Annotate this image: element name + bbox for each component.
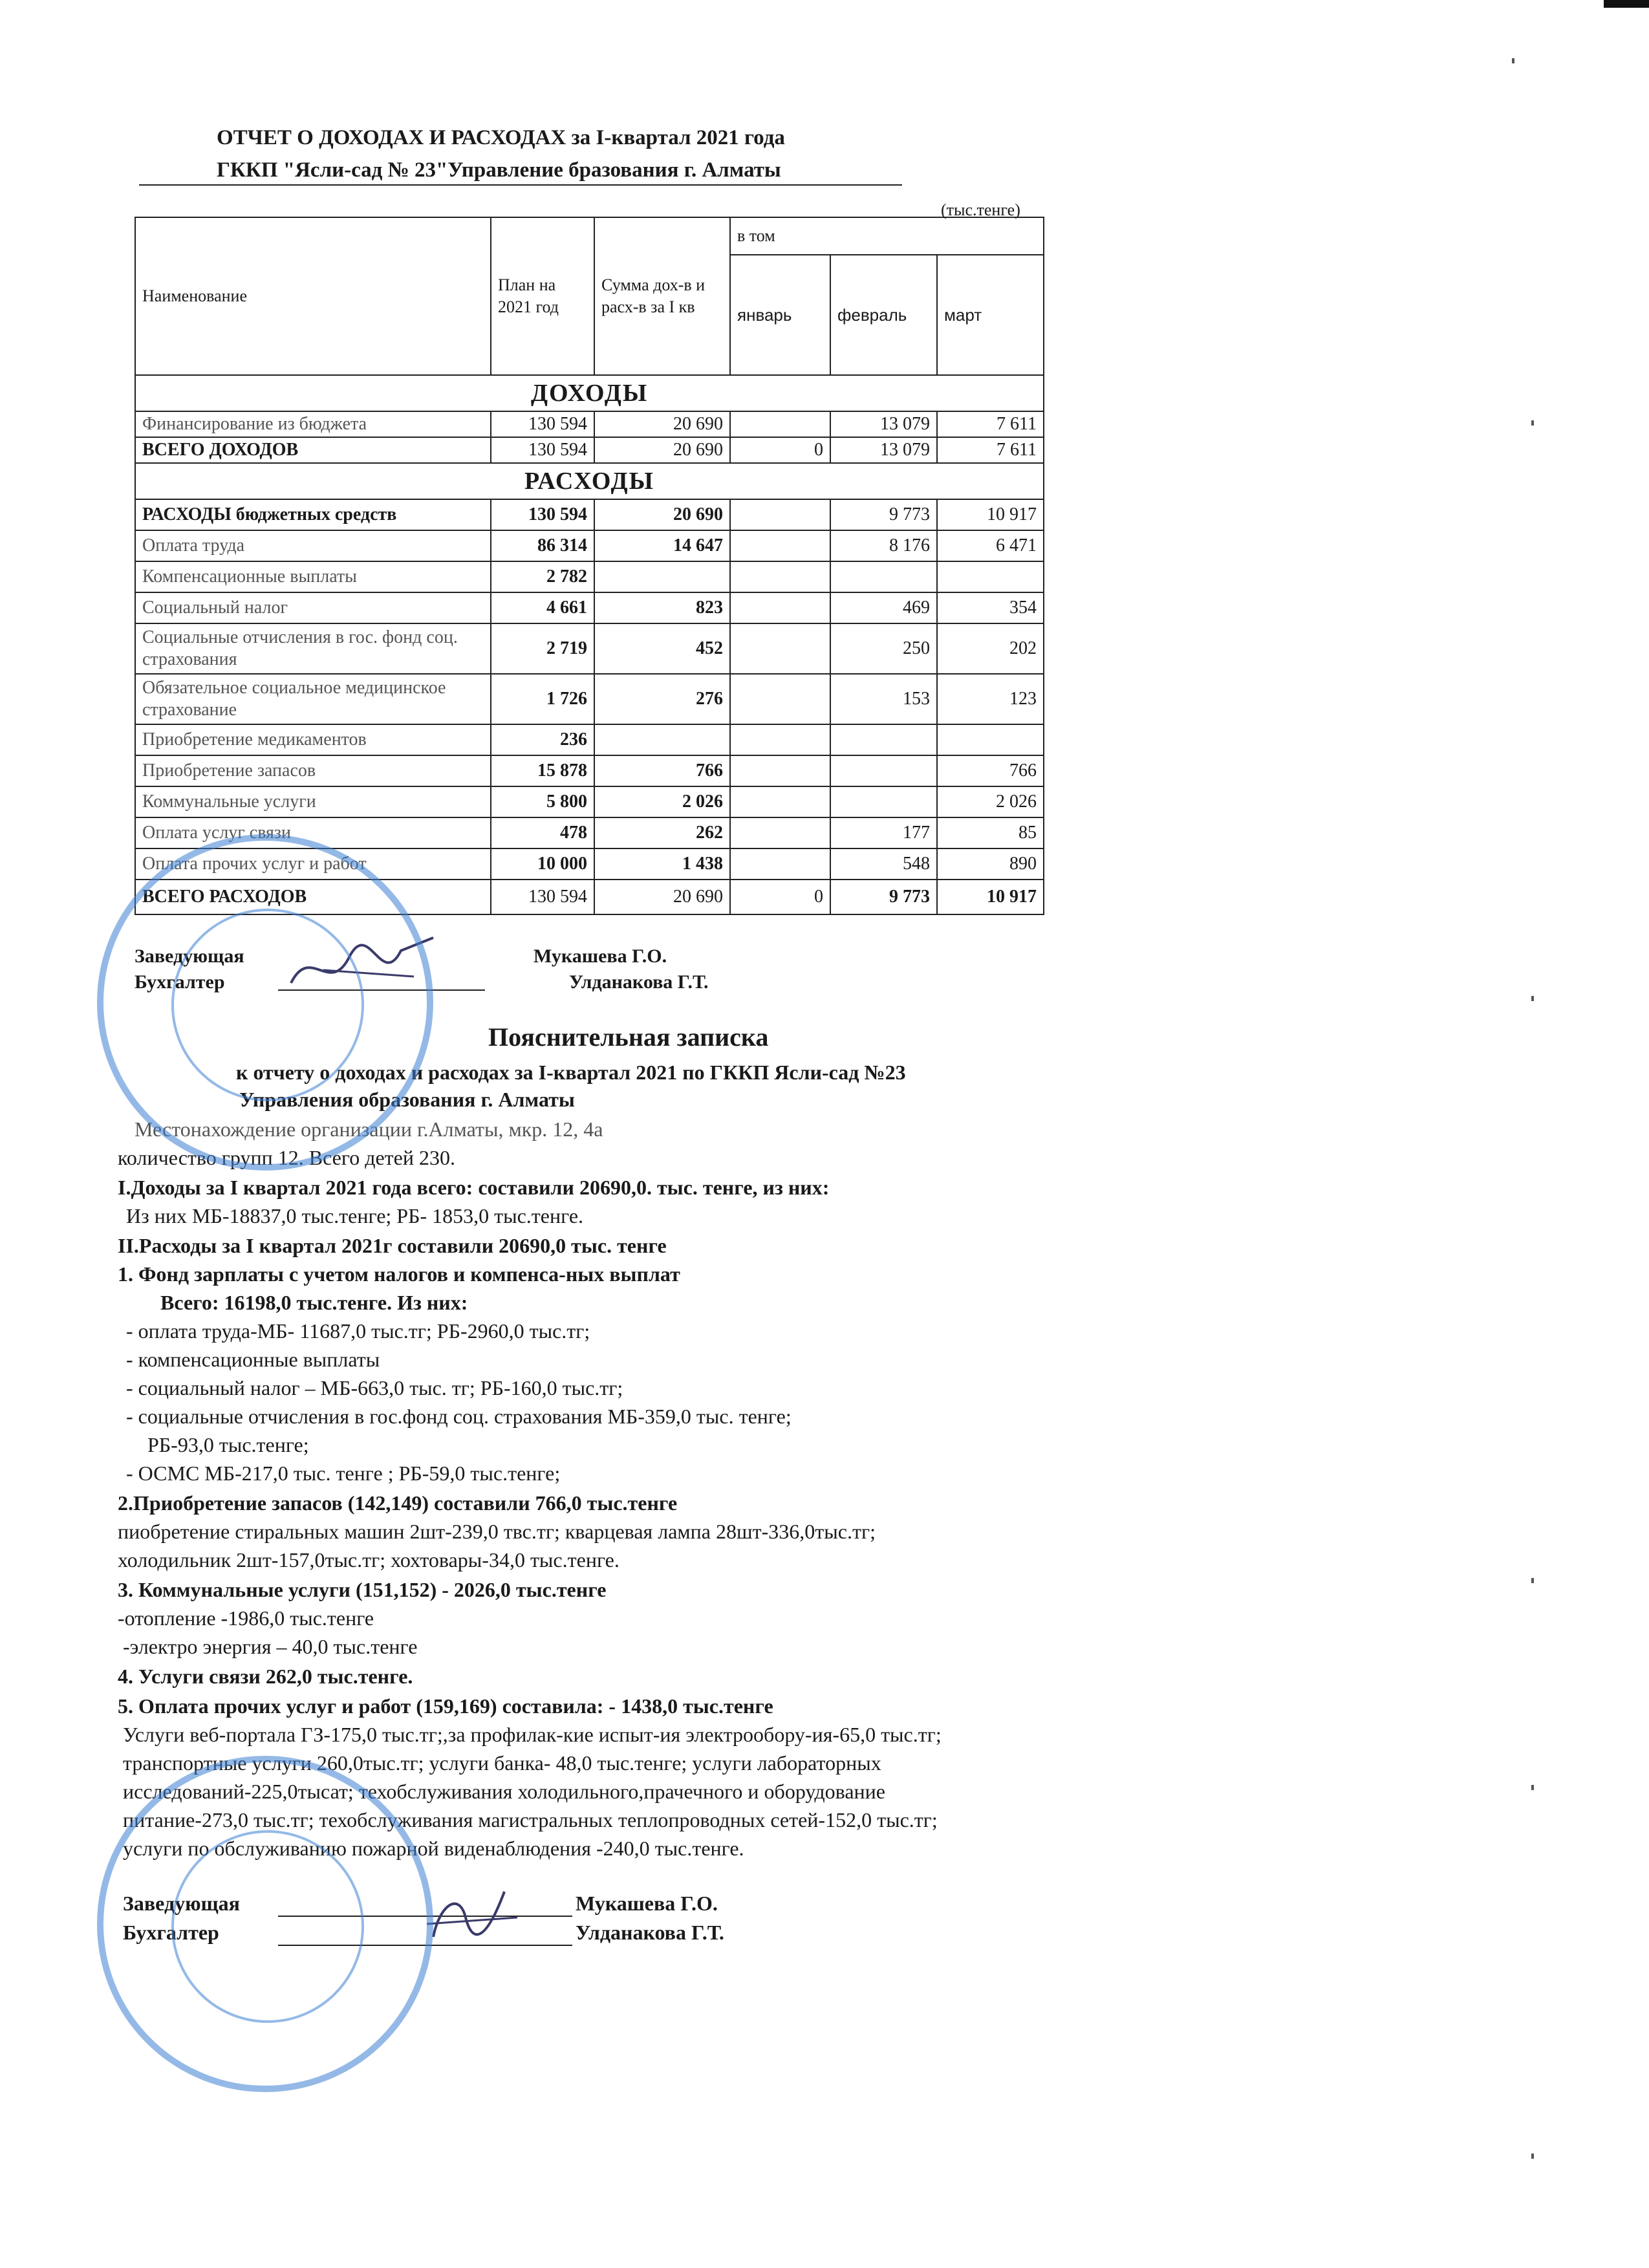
row-sum: 20 690 <box>594 437 730 463</box>
stamp-top-inner <box>171 909 364 1101</box>
note-line: РБ-93,0 тыс.тенге; <box>147 1433 309 1456</box>
row-jan <box>730 755 830 786</box>
row-feb <box>830 786 937 817</box>
scan-edge-mark <box>1604 0 1649 8</box>
row-sum: 2 026 <box>594 786 730 817</box>
note-line: транспортные услуги 260,0тыс.тг; услуги банка- 48,0 тыс.тенге; услуги лабораторных <box>123 1751 881 1775</box>
row-jan <box>730 724 830 755</box>
note-line: -электро энергия – 40,0 тыс.тенге <box>123 1635 418 1658</box>
row-jan <box>730 561 830 592</box>
sig-top-acc-name: Улданакова Г.Т. <box>569 971 709 993</box>
row-name: Социальный налог <box>135 592 491 623</box>
row-name: Социальные отчисления в гос. фонд соц. страхования <box>135 623 491 674</box>
row-mar <box>937 724 1044 755</box>
note-line: Из них МБ-18837,0 тыс.тенге; РБ- 1853,0 тыс.тенге. <box>126 1204 584 1227</box>
note-line: холодильник 2шт-157,0тыс.тг; хохтовары-34,0 тыс.тенге. <box>118 1548 620 1571</box>
row-plan: 478 <box>491 817 594 848</box>
row-jan <box>730 411 830 437</box>
row-feb: 153 <box>830 674 937 724</box>
row-feb: 13 079 <box>830 437 937 463</box>
table-row <box>135 411 1044 437</box>
header-incl: в том <box>730 217 1044 255</box>
row-plan: 130 594 <box>491 880 594 914</box>
table-row <box>135 437 1044 463</box>
row-plan: 130 594 <box>491 499 594 530</box>
row-plan: 2 782 <box>491 561 594 592</box>
row-feb <box>830 561 937 592</box>
header-name: Наименование <box>135 217 491 375</box>
row-jan <box>730 786 830 817</box>
row-jan <box>730 592 830 623</box>
income-section-title: ДОХОДЫ <box>135 375 1044 411</box>
scan-speck <box>1512 58 1514 63</box>
note-line: 4. Услуги связи 262,0 тыс.тенге. <box>118 1665 413 1688</box>
note-title: Пояснительная записка <box>488 1022 769 1052</box>
note-line: I.Доходы за I квартал 2021 года всего: составили 20690,0. тыс. тенге, из них: <box>118 1176 830 1199</box>
row-plan: 130 594 <box>491 411 594 437</box>
note-line: 5. Оплата прочих услуг и работ (159,169) составила: - 1438,0 тыс.тенге <box>118 1694 773 1718</box>
row-name: Обязательное социальное медицинское страхование <box>135 674 491 724</box>
header-jan: январь <box>730 255 830 375</box>
row-feb: 469 <box>830 592 937 623</box>
note-line: количество групп 12. Всего детей 230. <box>118 1146 455 1169</box>
header-plan: План на 2021 год <box>491 217 594 375</box>
note-line: - оплата труда-МБ- 11687,0 тыс.тг; РБ-2960,0 тыс.тг; <box>126 1319 590 1343</box>
sig-top-acc-label: Бухгалтер <box>135 971 225 993</box>
sig-top-head-name: Мукашева Г.О. <box>534 945 667 967</box>
scan-speck <box>1531 996 1534 1001</box>
row-mar: 2 026 <box>937 786 1044 817</box>
row-plan: 236 <box>491 724 594 755</box>
note-line: Услуги веб-портала ГЗ-175,0 тыс.тг;,за профилак-кие испыт-ия электрообору-ия-65,0 тыс.тг; <box>123 1723 942 1746</box>
row-mar: 85 <box>937 817 1044 848</box>
row-jan <box>730 623 830 674</box>
expense-section-title: РАСХОДЫ <box>135 463 1044 499</box>
row-sum: 276 <box>594 674 730 724</box>
note-line: -отопление -1986,0 тыс.тенге <box>118 1606 374 1630</box>
row-name: ВСЕГО ДОХОДОВ <box>135 437 491 463</box>
row-mar: 7 611 <box>937 437 1044 463</box>
row-sum: 766 <box>594 755 730 786</box>
table-row <box>135 561 1044 592</box>
row-jan <box>730 530 830 561</box>
row-sum: 452 <box>594 623 730 674</box>
row-plan: 15 878 <box>491 755 594 786</box>
note-subtitle1: к отчету о доходах и расходах за I-квартал 2021 по ГККП Ясли-сад №23 <box>236 1061 906 1084</box>
sig-bottom-acc-name: Улданакова Г.Т. <box>576 1921 724 1944</box>
note-line: 3. Коммунальные услуги (151,152) - 2026,0 тыс.тенге <box>118 1578 607 1601</box>
row-name: Оплата прочих услуг и работ <box>135 848 491 880</box>
row-plan: 5 800 <box>491 786 594 817</box>
scan-speck <box>1531 1785 1534 1790</box>
row-feb: 8 176 <box>830 530 937 561</box>
note-line: пиобретение стиральных машин 2шт-239,0 твс.тг; кварцевая лампа 28шт-336,0тыс.тг; <box>118 1520 876 1543</box>
table-row <box>135 755 1044 786</box>
note-line: - ОСМС МБ-217,0 тыс. тенге ; РБ-59,0 тыс.тенге; <box>126 1462 561 1485</box>
row-mar: 766 <box>937 755 1044 786</box>
row-sum: 20 690 <box>594 499 730 530</box>
note-line: - компенсационные выплаты <box>126 1348 380 1371</box>
row-jan <box>730 499 830 530</box>
row-feb: 177 <box>830 817 937 848</box>
sig-top-head-label: Заведующая <box>135 945 244 967</box>
header-mar: март <box>937 255 1044 375</box>
table-row <box>135 499 1044 530</box>
sig-bottom-head-label: Заведующая <box>123 1892 240 1915</box>
row-sum: 14 647 <box>594 530 730 561</box>
row-plan: 10 000 <box>491 848 594 880</box>
row-name: Финансирование из бюджета <box>135 411 491 437</box>
row-mar: 10 917 <box>937 499 1044 530</box>
row-plan: 4 661 <box>491 592 594 623</box>
row-mar: 890 <box>937 848 1044 880</box>
row-name: Компенсационные выплаты <box>135 561 491 592</box>
row-feb: 250 <box>830 623 937 674</box>
sig-bottom-acc-label: Бухгалтер <box>123 1921 219 1944</box>
row-name: РАСХОДЫ бюджетных средств <box>135 499 491 530</box>
table-row <box>135 674 1044 724</box>
scan-speck <box>1531 2154 1534 2159</box>
row-sum <box>594 561 730 592</box>
row-feb: 9 773 <box>830 880 937 914</box>
row-mar: 354 <box>937 592 1044 623</box>
note-line: 2.Приобретение запасов (142,149) составили 766,0 тыс.тенге <box>118 1491 678 1515</box>
report-table <box>135 217 1044 915</box>
row-jan: 0 <box>730 880 830 914</box>
row-jan <box>730 674 830 724</box>
row-feb <box>830 755 937 786</box>
table-row <box>135 786 1044 817</box>
row-sum <box>594 724 730 755</box>
row-mar: 202 <box>937 623 1044 674</box>
sig-bottom-head-name: Мукашева Г.О. <box>576 1892 718 1915</box>
row-mar: 7 611 <box>937 411 1044 437</box>
note-subtitle2: Управления образования г. Алматы <box>239 1088 575 1111</box>
row-jan <box>730 817 830 848</box>
row-sum: 20 690 <box>594 880 730 914</box>
scan-speck <box>1531 1578 1534 1583</box>
row-name: Оплата труда <box>135 530 491 561</box>
row-mar: 10 917 <box>937 880 1044 914</box>
row-jan: 0 <box>730 437 830 463</box>
row-plan: 86 314 <box>491 530 594 561</box>
row-sum: 262 <box>594 817 730 848</box>
header-feb: февраль <box>830 255 937 375</box>
stamp-bottom-inner <box>171 1830 364 2023</box>
row-feb: 13 079 <box>830 411 937 437</box>
report-title-line2: ГККП "Ясли-сад № 23"Управление бразования г. Алматы <box>217 158 781 182</box>
row-name: Коммунальные услуги <box>135 786 491 817</box>
row-feb: 9 773 <box>830 499 937 530</box>
row-plan: 130 594 <box>491 437 594 463</box>
note-line: Всего: 16198,0 тыс.тенге. Из них: <box>160 1291 468 1314</box>
table-row <box>135 530 1044 561</box>
row-mar <box>937 561 1044 592</box>
row-name: Приобретение запасов <box>135 755 491 786</box>
scan-speck <box>1531 420 1534 426</box>
row-feb: 548 <box>830 848 937 880</box>
row-jan <box>730 848 830 880</box>
note-line: Местонахождение организации г.Алматы, мкр. 12, 4а <box>135 1118 603 1141</box>
report-title-line1: ОТЧЕТ О ДОХОДАХ И РАСХОДАХ за I-квартал 2021 года <box>217 126 785 149</box>
table-row <box>135 724 1044 755</box>
row-sum: 20 690 <box>594 411 730 437</box>
note-line: II.Расходы за I квартал 2021г составили 20690,0 тыс. тенге <box>118 1234 667 1257</box>
row-sum: 823 <box>594 592 730 623</box>
row-feb <box>830 724 937 755</box>
note-line: - социальные отчисления в гос.фонд соц. страхования МБ-359,0 тыс. тенге; <box>126 1405 792 1428</box>
row-name: Оплата услуг связи <box>135 817 491 848</box>
note-line: услуги по обслуживанию пожарной виденаблюдения -240,0 тыс.тенге. <box>123 1837 744 1860</box>
row-sum: 1 438 <box>594 848 730 880</box>
row-mar: 6 471 <box>937 530 1044 561</box>
note-line: исследований-225,0тысат; техобслуживания холодильного,прачечного и оборудование <box>123 1780 885 1803</box>
row-mar: 123 <box>937 674 1044 724</box>
table-row <box>135 592 1044 623</box>
row-name: Приобретение медикаментов <box>135 724 491 755</box>
row-plan: 1 726 <box>491 674 594 724</box>
handwritten-signature-bottom <box>420 1879 524 1950</box>
row-plan: 2 719 <box>491 623 594 674</box>
row-name: ВСЕГО РАСХОДОВ <box>135 880 491 914</box>
note-line: 1. Фонд зарплаты с учетом налогов и компенса-ных выплат <box>118 1262 680 1286</box>
header-sum: Сумма дох-в и расх-в за I кв <box>594 217 730 375</box>
title-underline <box>139 184 902 186</box>
unit-label: (тыс.тенге) <box>941 200 1020 219</box>
note-line: питание-273,0 тыс.тг; техобслуживания магистральных теплопроводных сетей-152,0 тыс.тг; <box>123 1808 938 1831</box>
table-row <box>135 623 1044 674</box>
note-line: - социальный налог – МБ-663,0 тыс. тг; РБ-160,0 тыс.тг; <box>126 1376 623 1399</box>
